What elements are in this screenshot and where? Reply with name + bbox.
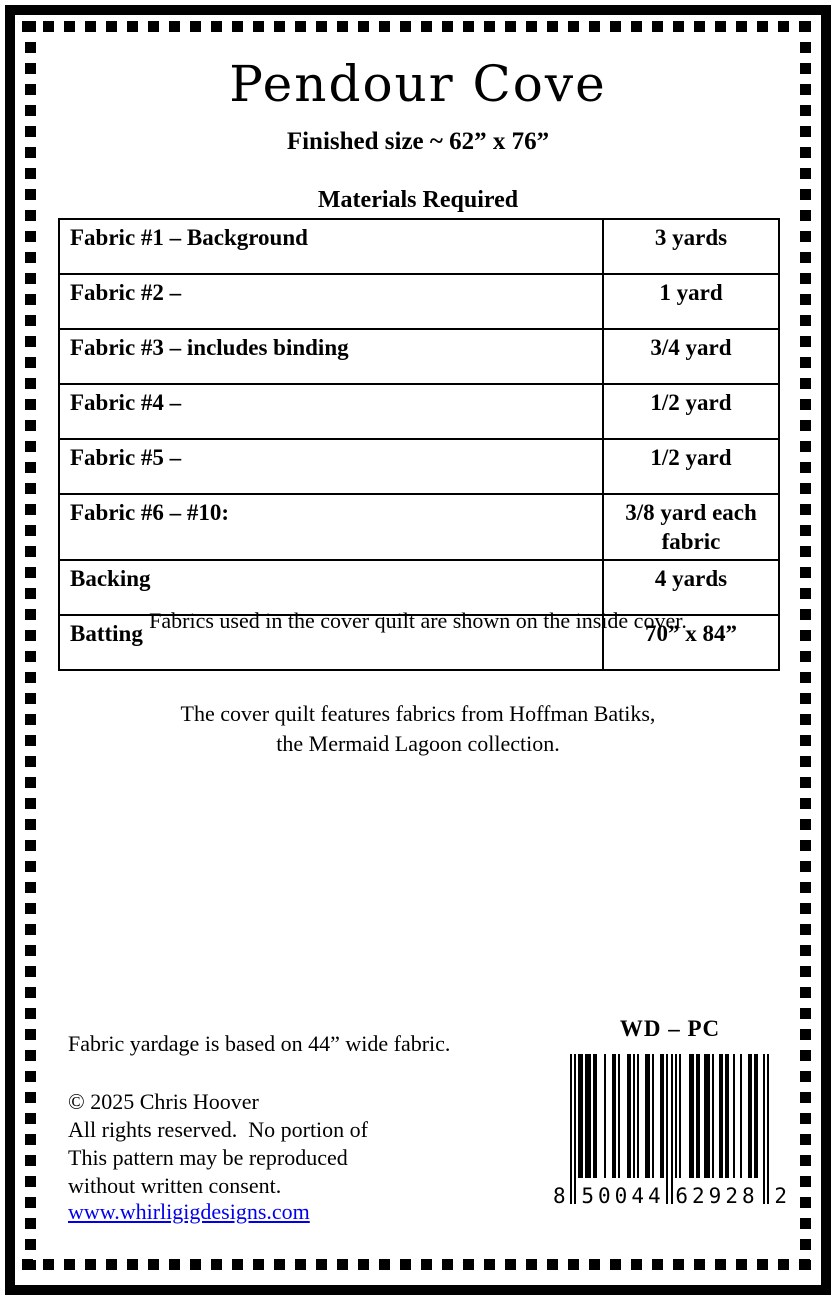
- finished-size-subtitle: Finished size ~ 62” x 76”: [286, 128, 550, 155]
- material-qty-cell: 3/8 yard each fabric: [603, 494, 779, 560]
- material-item-cell: Backing: [59, 560, 603, 615]
- material-item-cell: Fabric #2 –: [59, 274, 603, 329]
- materials-table-row: [59, 439, 779, 494]
- material-qty-cell: 70” x 84”: [603, 615, 779, 670]
- checkered-border-bottom: [22, 1259, 814, 1270]
- material-item-cell: Fabric #6 – #10:: [59, 494, 603, 560]
- material-item-cell: Fabric #3 – includes binding: [59, 329, 603, 384]
- material-qty-cell: 1/2 yard: [603, 384, 779, 439]
- barcode-bars: [570, 1054, 770, 1204]
- inside-cover-note: Fabrics used in the cover quilt are shown on the inside cover.: [149, 608, 687, 633]
- checkered-border-top: [22, 21, 814, 32]
- barcode-digits-group2: 62928: [675, 1184, 759, 1208]
- barcode-digit-left: 8: [553, 1184, 566, 1208]
- materials-table: [58, 218, 780, 671]
- materials-table-row: [59, 494, 779, 560]
- material-qty-cell: 1/2 yard: [603, 439, 779, 494]
- material-item-cell: Fabric #1 – Background: [59, 219, 603, 274]
- page-title: Pendour Cove: [229, 55, 607, 113]
- material-qty-cell: 3 yards: [603, 219, 779, 274]
- material-item-cell: Fabric #4 –: [59, 384, 603, 439]
- upc-barcode: [553, 1054, 787, 1208]
- product-code: WD – PC: [619, 1016, 721, 1041]
- material-item-cell: Batting: [59, 615, 603, 670]
- material-qty-cell: 3/4 yard: [603, 329, 779, 384]
- material-qty-cell: 1 yard: [603, 274, 779, 329]
- cover-quilt-fabrics-note: The cover quilt features fabrics from Hoffman Batiks, the Mermaid Lagoon collection.: [180, 701, 656, 756]
- materials-table-row: [59, 219, 779, 274]
- website-link[interactable]: www.whirligigdesigns.com: [68, 1199, 310, 1224]
- copyright-notice: © 2025 Chris Hoover All rights reserved. No portion of This pattern may be reproduced without written consent.: [68, 1089, 368, 1198]
- barcode-block: [545, 1016, 795, 1208]
- materials-table-row: [59, 274, 779, 329]
- barcode-digit-right: 2: [774, 1184, 787, 1208]
- barcode-bar: [767, 1054, 769, 1204]
- materials-table-body: [59, 219, 779, 670]
- materials-table-row: [59, 329, 779, 384]
- barcode-digits-group1: 50044: [581, 1184, 665, 1208]
- materials-table-row: [59, 384, 779, 439]
- material-item-cell: Fabric #5 –: [59, 439, 603, 494]
- materials-required-heading: Materials Required: [317, 187, 519, 213]
- material-qty-cell: 4 yards: [603, 560, 779, 615]
- yardage-note: Fabric yardage is based on 44” wide fabric.: [68, 1031, 451, 1056]
- materials-table-row: [59, 560, 779, 615]
